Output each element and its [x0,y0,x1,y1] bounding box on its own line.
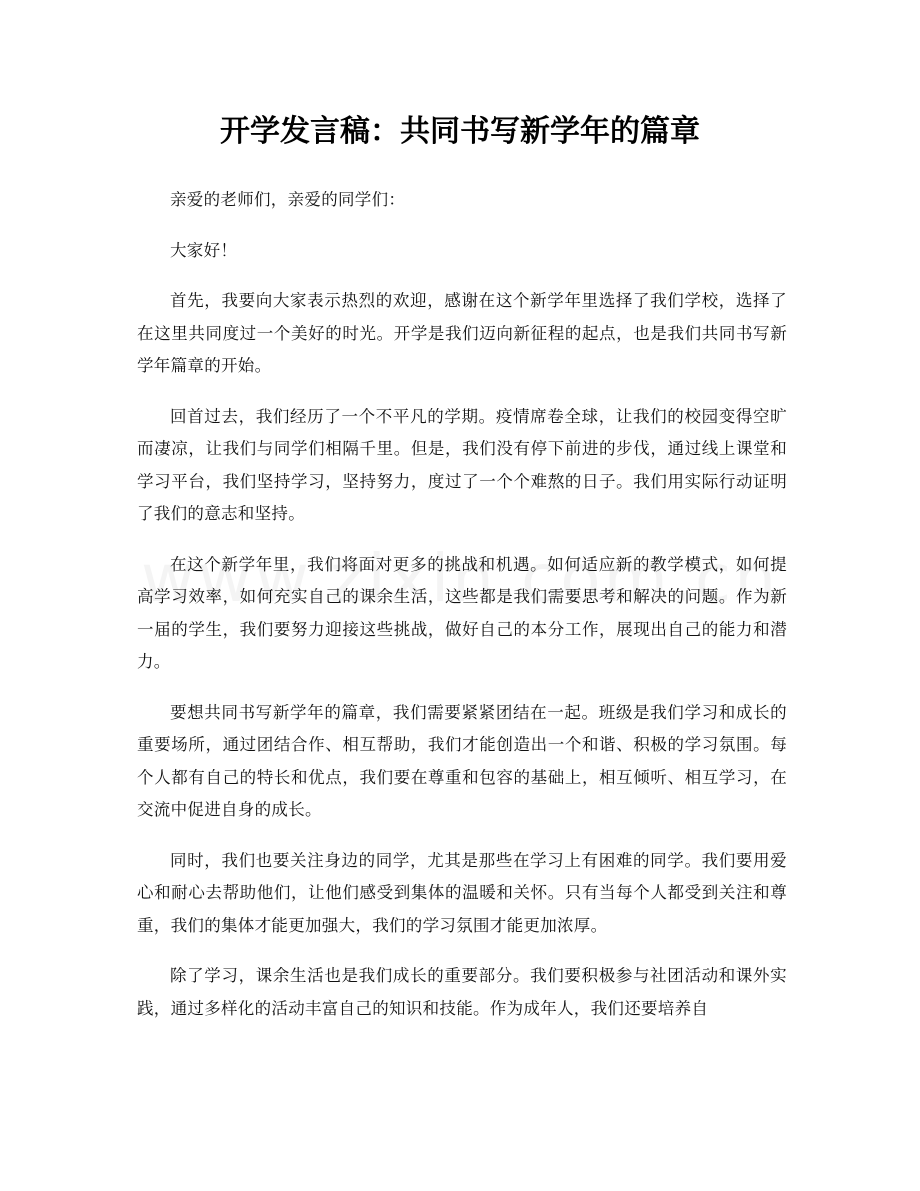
document-title: 开学发言稿：共同书写新学年的篇章 [220,114,700,149]
paragraph-challenges: 在这个新学年里，我们将面对更多的挑战和机遇。如何适应新的教学模式，如何提高学习效率，如何充实自己的课余生活，这些都是我们需要思考和解决的问题。作为新一届的学生，我们要努力迎接这些挑战，做好自己的本分工作，展现出自己的能力和潜力。 [137,554,787,671]
paragraph-review: 回首过去，我们经历了一个不平凡的学期。疫情席卷全球，让我们的校园变得空旷而凄凉，让我们与同学们相隔千里。但是，我们没有停下前进的步伐，通过线上课堂和学习平台，我们坚持学习，坚持努力，度过了一个个难熬的日子。我们用实际行动证明了我们的意志和坚持。 [137,406,787,523]
paragraph-welcome: 首先，我要向大家表示热烈的欢迎，感谢在这个新学年里选择了我们学校，选择了在这里共同度过一个美好的时光。开学是我们迈向新征程的起点，也是我们共同书写新学年篇章的开始。 [137,291,787,375]
paragraph-hello: 大家好！ [170,240,238,260]
paragraph-care: 同时，我们也要关注身边的同学，尤其是那些在学习上有困难的同学。我们要用爱心和耐心去帮助他们，让他们感受到集体的温暖和关怀。只有当每个人都受到关注和尊重，我们的集体才能更加强大，我们的学习氛围才能更加浓厚。 [137,850,787,935]
paragraph-unity: 要想共同书写新学年的篇章，我们需要紧紧团结在一起。班级是我们学习和成长的重要场所，通过团结合作、相互帮助，我们才能创造出一个和谐、积极的学习氛围。每个人都有自己的特长和优点，我们要在尊重和包容的基础上，相互倾听、相互学习，在交流中促进自身的成长。 [137,702,787,819]
paragraph-greeting: 亲爱的老师们，亲爱的同学们： [170,190,406,209]
paragraph-extracurricular: 除了学习，课余生活也是我们成长的重要部分。我们要积极参与社团活动和课外实践，通过多样化的活动丰富自己的知识和技能。作为成年人，我们还要培养自 [137,966,787,1018]
document-body [137,184,787,1043]
